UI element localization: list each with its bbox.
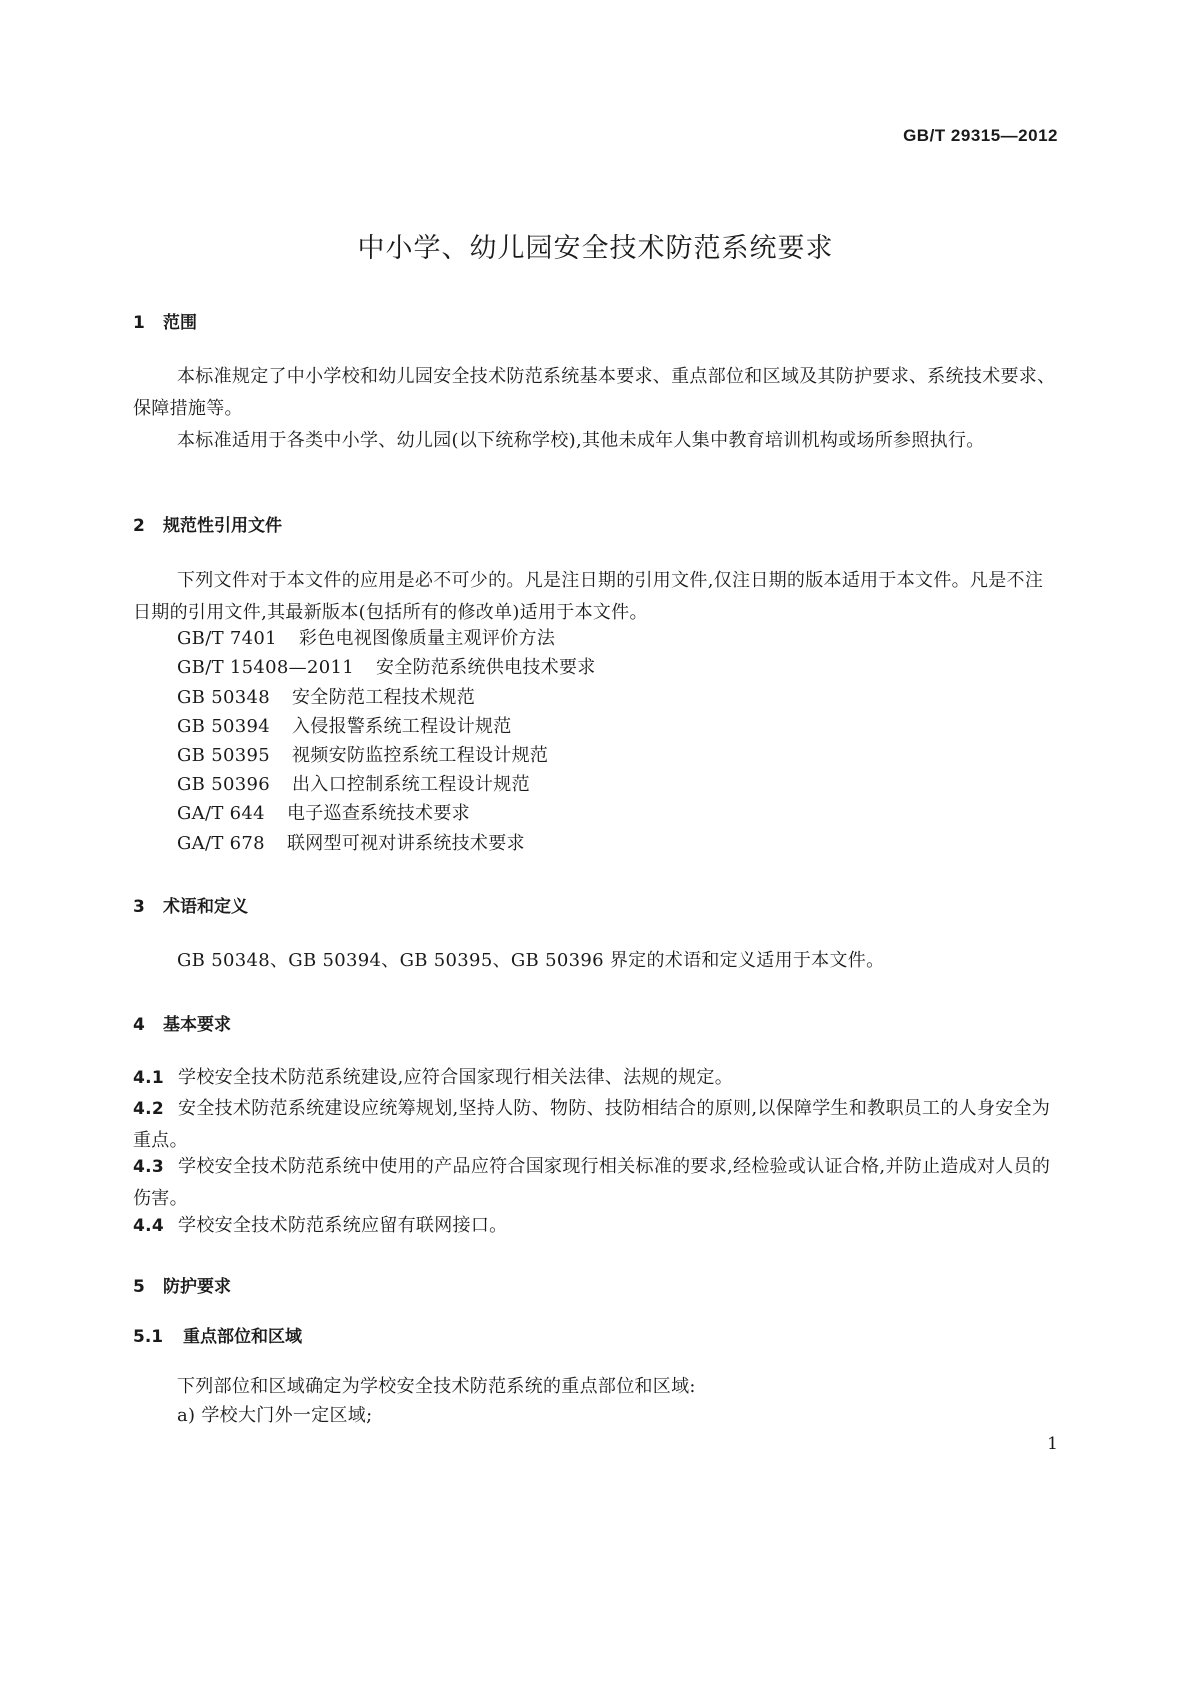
section-number: 1 xyxy=(133,313,145,333)
reference-code: GB 50395 xyxy=(177,745,270,766)
section-2-heading xyxy=(133,511,282,536)
clause-4-2 xyxy=(133,1093,1058,1157)
subsection-number: 5.1 xyxy=(133,1327,164,1347)
document-title: 中小学、幼儿园安全技术防范系统要求 xyxy=(357,233,834,264)
section-title: 基本要求 xyxy=(163,1015,231,1035)
reference-item xyxy=(177,798,470,830)
clause-text: 安全技术防范系统建设应统筹规划,坚持人防、物防、技防相结合的原则,以保障学生和教职员工的人身安全为重点。 xyxy=(133,1098,1051,1151)
reference-name: 出入口控制系统工程设计规范 xyxy=(292,774,530,795)
section-3-paragraph-1: GB 50348、GB 50394、GB 50395、GB 50396 界定的术语和定义适用于本文件。 xyxy=(177,950,885,971)
reference-name: 电子巡查系统技术要求 xyxy=(286,803,470,824)
section-4-heading xyxy=(133,1010,231,1035)
standard-id: GB/T 29315—2012 xyxy=(903,126,1058,145)
reference-code: GA/T 678 xyxy=(177,833,265,854)
reference-code: GB/T 15408—2011 xyxy=(177,657,354,678)
clause-text: 学校安全技术防范系统中使用的产品应符合国家现行相关标准的要求,经检验或认证合格,并防止造成对人员的伤害。 xyxy=(133,1156,1051,1209)
reference-item xyxy=(177,652,596,684)
clause-4-1 xyxy=(133,1062,1058,1094)
reference-name: 安全防范系统供电技术要求 xyxy=(375,657,596,678)
reference-item xyxy=(177,828,525,860)
section-title: 防护要求 xyxy=(163,1277,231,1297)
section-1-heading xyxy=(133,308,197,333)
section-number: 4 xyxy=(133,1015,145,1035)
section-2-paragraph-1: 下列文件对于本文件的应用是必不可少的。凡是注日期的引用文件,仅注日期的版本适用于本文件。凡是不注日期的引用文件,其最新版本(包括所有的修改单)适用于本文件。 xyxy=(133,570,1044,623)
section-title: 范围 xyxy=(163,313,197,333)
subsection-5-1-heading xyxy=(133,1322,302,1347)
subsection-5-1-paragraph-1: 下列部位和区域确定为学校安全技术防范系统的重点部位和区域: xyxy=(177,1376,696,1397)
section-title: 规范性引用文件 xyxy=(163,516,282,536)
section-number: 5 xyxy=(133,1277,145,1297)
section-number: 3 xyxy=(133,897,145,917)
clause-number: 4.1 xyxy=(133,1068,165,1088)
reference-code: GA/T 644 xyxy=(177,803,265,824)
section-3-heading xyxy=(133,892,248,917)
reference-name: 视频安防监控系统工程设计规范 xyxy=(292,745,549,766)
list-item-a: a) 学校大门外一定区域; xyxy=(177,1405,373,1426)
page-number: 1 xyxy=(1047,1434,1058,1454)
clause-4-4 xyxy=(133,1210,1058,1242)
clause-text: 学校安全技术防范系统建设,应符合国家现行相关法律、法规的规定。 xyxy=(178,1067,734,1088)
reference-name: 联网型可视对讲系统技术要求 xyxy=(286,833,525,854)
reference-code: GB 50348 xyxy=(177,687,270,708)
reference-name: 入侵报警系统工程设计规范 xyxy=(292,716,512,737)
clause-4-3 xyxy=(133,1151,1058,1215)
reference-item xyxy=(177,740,548,772)
subsection-title: 重点部位和区域 xyxy=(183,1327,302,1347)
clause-number: 4.4 xyxy=(133,1216,165,1236)
reference-name: 彩色电视图像质量主观评价方法 xyxy=(298,628,556,649)
reference-code: GB 50394 xyxy=(177,716,270,737)
reference-item xyxy=(177,711,512,743)
section-title: 术语和定义 xyxy=(163,897,248,917)
clause-number: 4.3 xyxy=(133,1157,165,1177)
section-1-paragraph-1: 本标准规定了中小学校和幼儿园安全技术防范系统基本要求、重点部位和区域及其防护要求、系统技术要求、保障措施等。 xyxy=(133,366,1056,419)
section-number: 2 xyxy=(133,516,145,536)
reference-code: GB/T 7401 xyxy=(177,628,277,649)
reference-name: 安全防范工程技术规范 xyxy=(292,687,475,708)
reference-item xyxy=(177,682,475,714)
reference-item xyxy=(177,769,530,801)
reference-item xyxy=(177,623,555,655)
clause-text: 学校安全技术防范系统应留有联网接口。 xyxy=(178,1215,508,1236)
section-1-paragraph-2: 本标准适用于各类中小学、幼儿园(以下统称学校),其他未成年人集中教育培训机构或场所参照执行。 xyxy=(177,430,985,451)
clause-number: 4.2 xyxy=(133,1099,165,1119)
section-5-heading xyxy=(133,1272,231,1297)
reference-code: GB 50396 xyxy=(177,774,270,795)
